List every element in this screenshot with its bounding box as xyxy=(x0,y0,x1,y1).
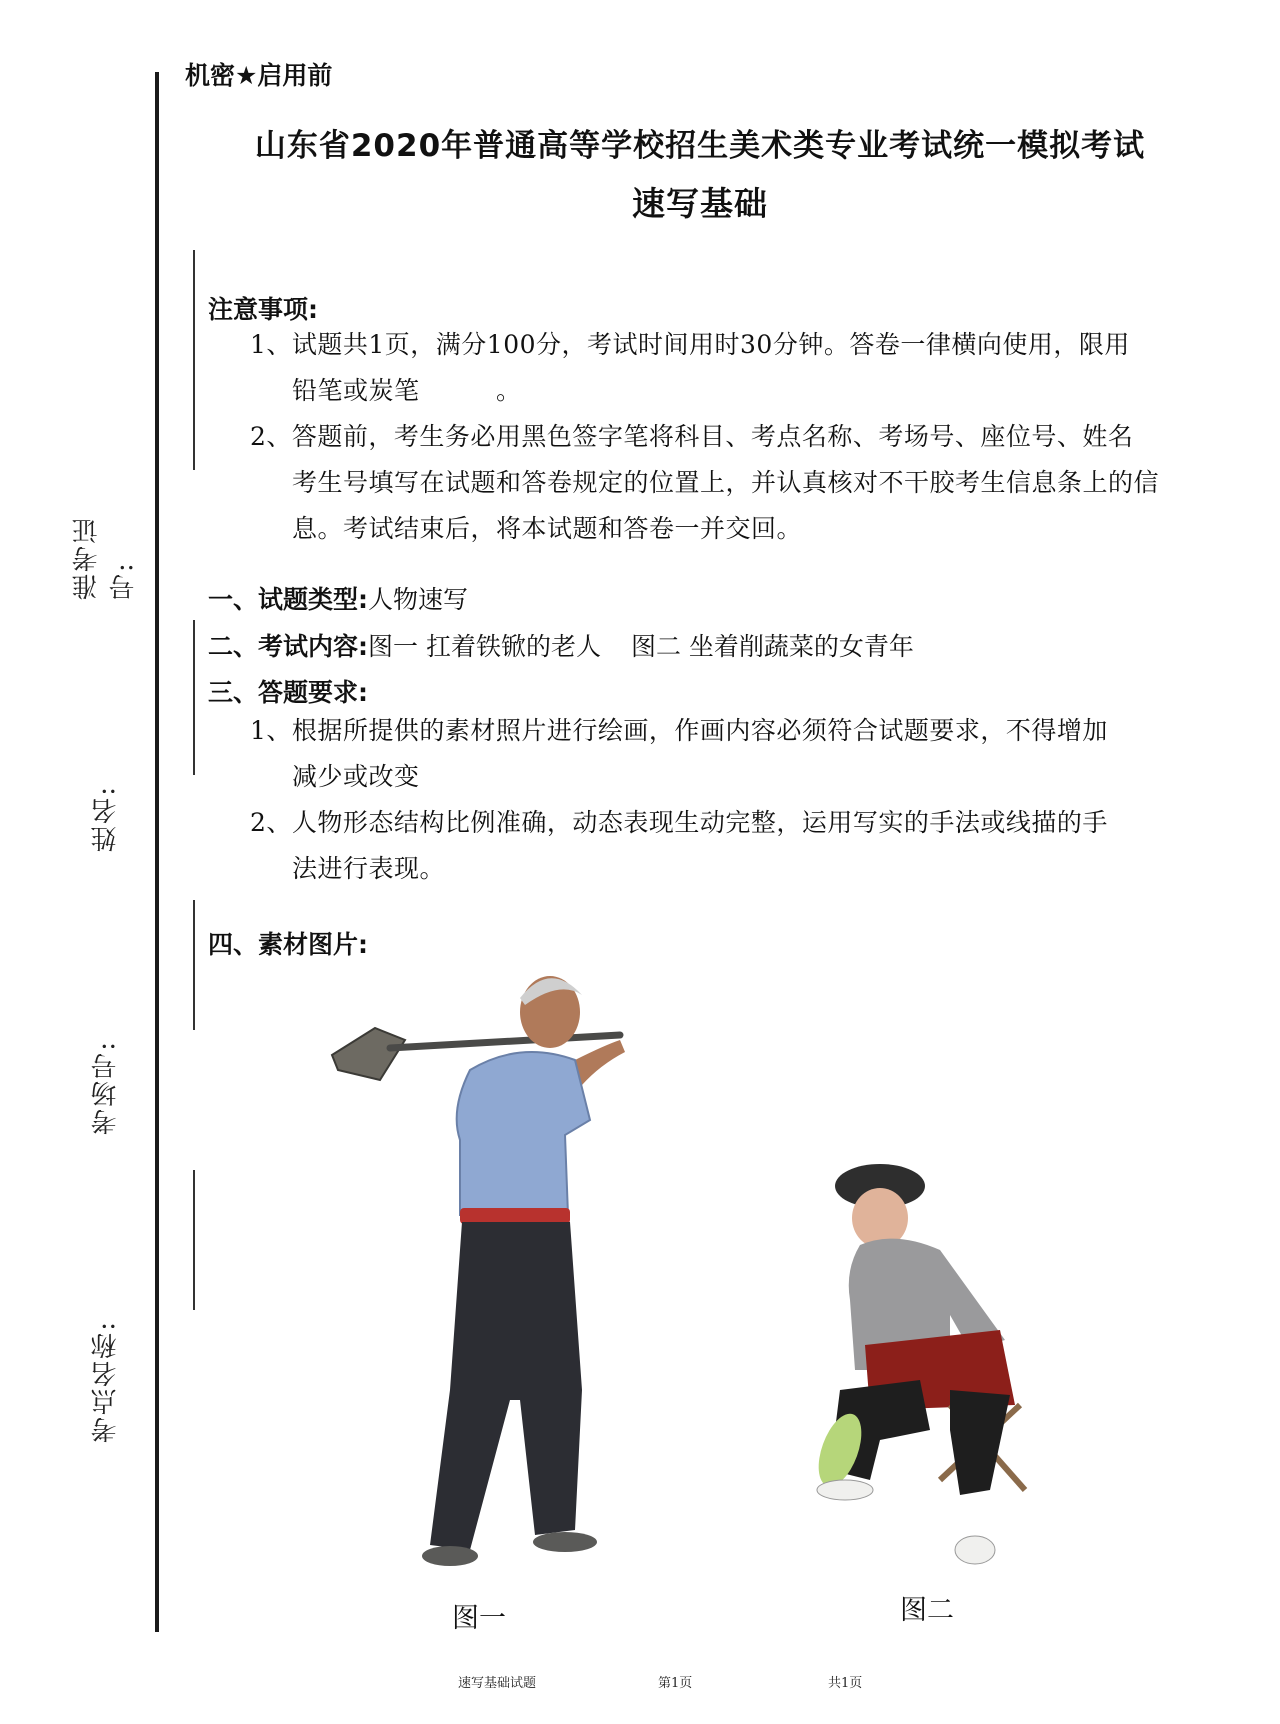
figure-1-old-man-with-shovel xyxy=(320,960,640,1580)
requirement-item-1 xyxy=(250,708,1170,800)
exam-title: 山东省2020年普通高等学校招生美术类专业考试统一模拟考试 xyxy=(254,128,1146,164)
notice-heading: 注意事项: xyxy=(208,295,318,324)
requirement-item-2-first: 2、人物形态结构比例准确，动态表现生动完整，运用写实的手法或线描的手 xyxy=(250,808,1108,837)
man-trousers xyxy=(430,1222,582,1550)
materials-heading: 四、素材图片: xyxy=(208,930,368,959)
notice-item-1-first: 1、试题共1页，满分100分，考试时间用时30分钟。答卷一律横向使用，限用 xyxy=(250,330,1130,359)
exam-content-label: 二、考试内容: xyxy=(208,632,368,661)
notice-item-1 xyxy=(250,322,1170,414)
requirement-item-2-rest: 法进行表现。 xyxy=(292,854,446,883)
notice-item-2-first: 2、答题前，考生务必用黑色签字笔将科目、考点名称、考场号、座位号、姓名 xyxy=(250,422,1134,451)
exam-number-line xyxy=(193,250,195,470)
exam-type-label: 一、试题类型: xyxy=(208,585,368,614)
room-number-field xyxy=(60,900,150,1150)
requirement-item-1-first: 1、根据所提供的素材照片进行绘画，作画内容必须符合试题要求，不得增加 xyxy=(250,716,1108,745)
exam-site-line xyxy=(193,1170,195,1310)
requirement-item-2 xyxy=(250,800,1170,892)
confidential-mark: 机密★启用前 xyxy=(185,61,333,90)
figure-2-caption: 图二 xyxy=(900,1595,954,1626)
man-shirt xyxy=(457,1052,590,1215)
binding-line xyxy=(155,72,159,1632)
woman-right-shoe xyxy=(955,1536,995,1564)
room-number-label: 考场号: xyxy=(90,1040,121,1135)
requirement-item-1-rest: 减少或改变 xyxy=(292,762,420,791)
exam-number-field xyxy=(60,250,150,600)
requirements-heading: 三、答题要求: xyxy=(208,678,368,707)
figure-2-woman-peeling-vegetable xyxy=(800,1150,1040,1570)
notice-item-2-rest: 考生号填写在试题和答卷规定的位置上，并认真核对不干胶考生信息条上的信息。考试结束后，将本试题和答卷一并交回。 xyxy=(292,468,1160,543)
notice-item-2 xyxy=(250,414,1170,552)
man-forearm xyxy=(575,1040,625,1085)
notice-item-1-rest: 铅笔或炭笔 。 xyxy=(292,376,522,405)
exam-site-label: 考点名称: xyxy=(90,1320,121,1443)
name-field xyxy=(60,620,150,880)
name-label: 姓名: xyxy=(90,785,121,852)
exam-site-field xyxy=(60,1170,150,1450)
man-left-shoe xyxy=(422,1546,478,1566)
woman-right-leg xyxy=(950,1390,1010,1495)
shovel-handle xyxy=(390,1035,620,1048)
man-right-shoe xyxy=(533,1532,597,1552)
footer-subject: 速写基础试题 xyxy=(458,1676,537,1691)
exam-subject: 速写基础 xyxy=(632,184,768,223)
footer-page-number: 第1页 xyxy=(658,1676,693,1691)
exam-content-line xyxy=(208,627,914,663)
man-belt xyxy=(460,1208,570,1224)
exam-type-value: 人物速写 xyxy=(368,585,469,614)
exam-number-label: 准考证号: xyxy=(72,516,139,600)
room-number-line xyxy=(193,900,195,1030)
exam-content-fig1: 图一 扛着铁锨的老人 xyxy=(368,632,601,661)
exam-content-fig2: 图二 坐着削蔬菜的女青年 xyxy=(630,632,914,661)
woman-left-shoe xyxy=(817,1480,873,1500)
shovel-blade xyxy=(332,1028,405,1080)
exam-type-line xyxy=(208,580,468,616)
name-line xyxy=(193,620,195,775)
figure-1-caption: 图一 xyxy=(452,1603,506,1634)
footer-total-pages: 共1页 xyxy=(828,1676,863,1691)
